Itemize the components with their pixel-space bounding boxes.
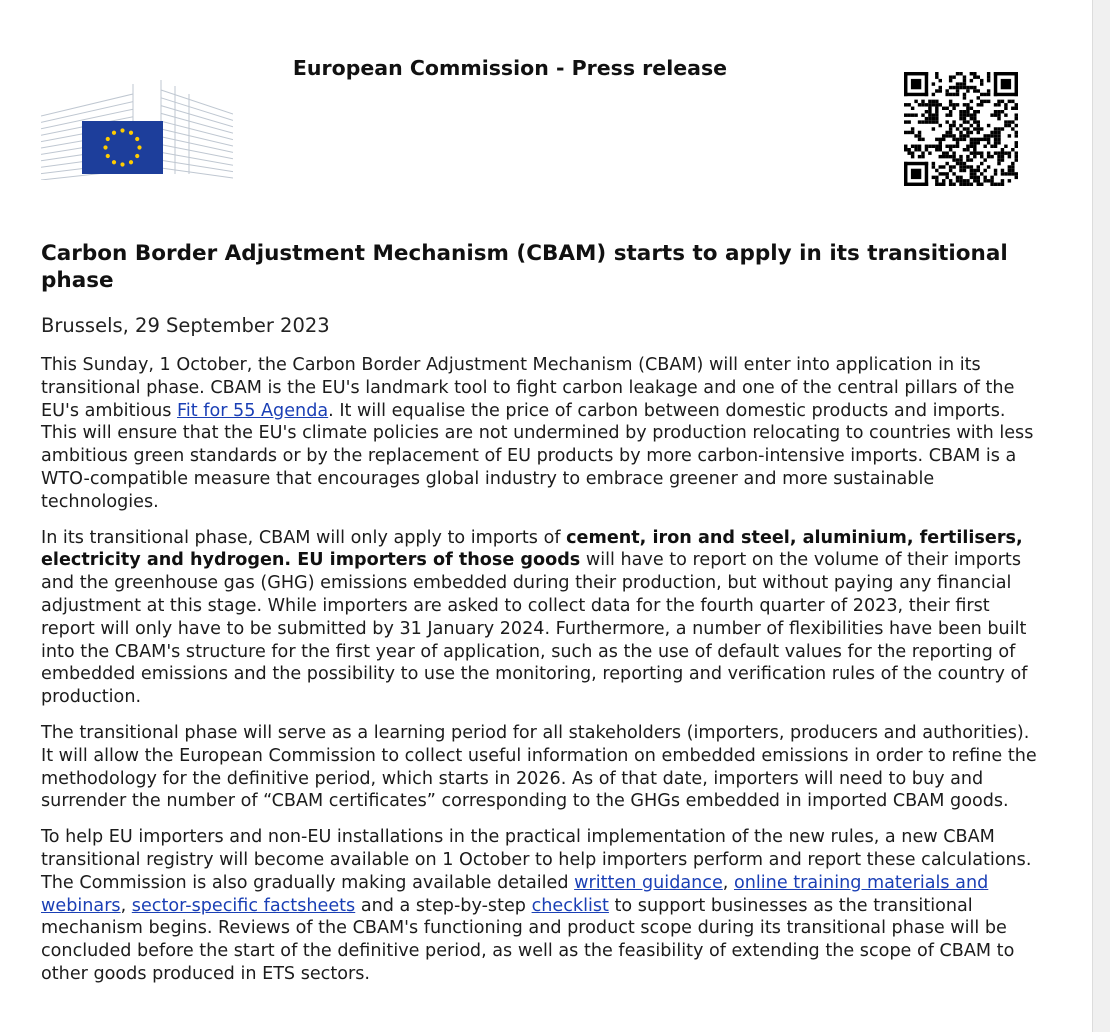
sector-factsheets-link[interactable]: sector-specific factsheets [131,895,356,916]
p4-sep-2: , [120,895,132,916]
p1-text: This Sunday, 1 October, the Carbon Border Adjustment Mechanism (CBAM) will enter into application in its transitional phase. CBAM is the EU's landmark tool to fight carbon leakage and one of the central pillars of the EU's ambitious [41,355,1015,421]
p2-text-cont: will have to report on the volume of their imports and the greenhouse gas (GHG) emissions embedded during their production, but without paying any financial adjustment at this stage. While importers are asked to collect data for the fourth quarter of 2023, their first report will only have to be submitted by 31 January 2024. Furthermore, a number of flexibilities have been built into the CBAM's structure for the first year of application, such as the use of default values for the reporting of embedded emissions and the possibility to use the monitoring, reporting and verification rules of the country of production. [41,550,1028,708]
headline: Carbon Border Adjustment Mechanism (CBAM) starts to apply in its transitional phase [41,241,1008,293]
paragraph-2 [41,527,1046,709]
p4-text-cont: to support businesses as the transitional mechanism begins. Reviews of the CBAM's functioning and product scope during its transitional phase will be concluded before the start of the definitive period, as well as the feasibility of extending the scope of CBAM to other goods produced in ETS sectors. [41,895,1015,984]
article-body [41,354,1046,999]
p4-sep-3: and a step-by-step [355,895,532,916]
p2-text: In its transitional phase, CBAM will only apply to imports of [41,527,567,548]
checklist-link[interactable]: checklist [531,895,609,916]
p2-bold: cement, iron and steel, aluminium, fertilisers, electricity and hydrogen. EU importers of those goods [41,527,1023,571]
qr-code [904,72,1018,186]
paragraph-4 [41,826,1046,986]
online-training-link[interactable]: online training materials and webinars [41,872,989,916]
paragraph-3: The transitional phase will serve as a learning period for all stakeholders (importers, producers and authorities). It will allow the European Commission to collect useful information on embedded emissions in order to refine the methodology for the definitive period, which starts in 2026. As of that date, importers will need to buy and surrender the number of “CBAM certificates” corresponding to the GHGs embedded in imported CBAM goods. [41,722,1037,812]
scrollbar[interactable] [1092,0,1110,1032]
fit-for-55-link[interactable]: Fit for 55 Agenda [177,400,329,421]
written-guidance-link[interactable]: written guidance [574,872,723,893]
p4-text: To help EU importers and non-EU installations in the practical implementation of the new rules, a new CBAM transitional registry will become available on 1 October to help importers perform and report these calculations. The Commission is also gradually making available detailed [41,827,1032,893]
european-commission-logo [41,80,233,180]
paragraph-1 [41,354,1046,514]
p4-sep-1: , [722,872,734,893]
header-title: European Commission - Press release [292,56,728,80]
dateline: Brussels, 29 September 2023 [41,314,330,337]
p1-text-cont: . It will equalise the price of carbon between domestic products and imports. This will ensure that the EU's climate policies are not undermined by production relocating to countries with less ambitious green standards or by the replacement of EU products by more carbon-intensive imports. CBAM is a WTO-compatible measure that encourages global industry to embrace greener and more sustainable technologies. [41,400,1034,512]
